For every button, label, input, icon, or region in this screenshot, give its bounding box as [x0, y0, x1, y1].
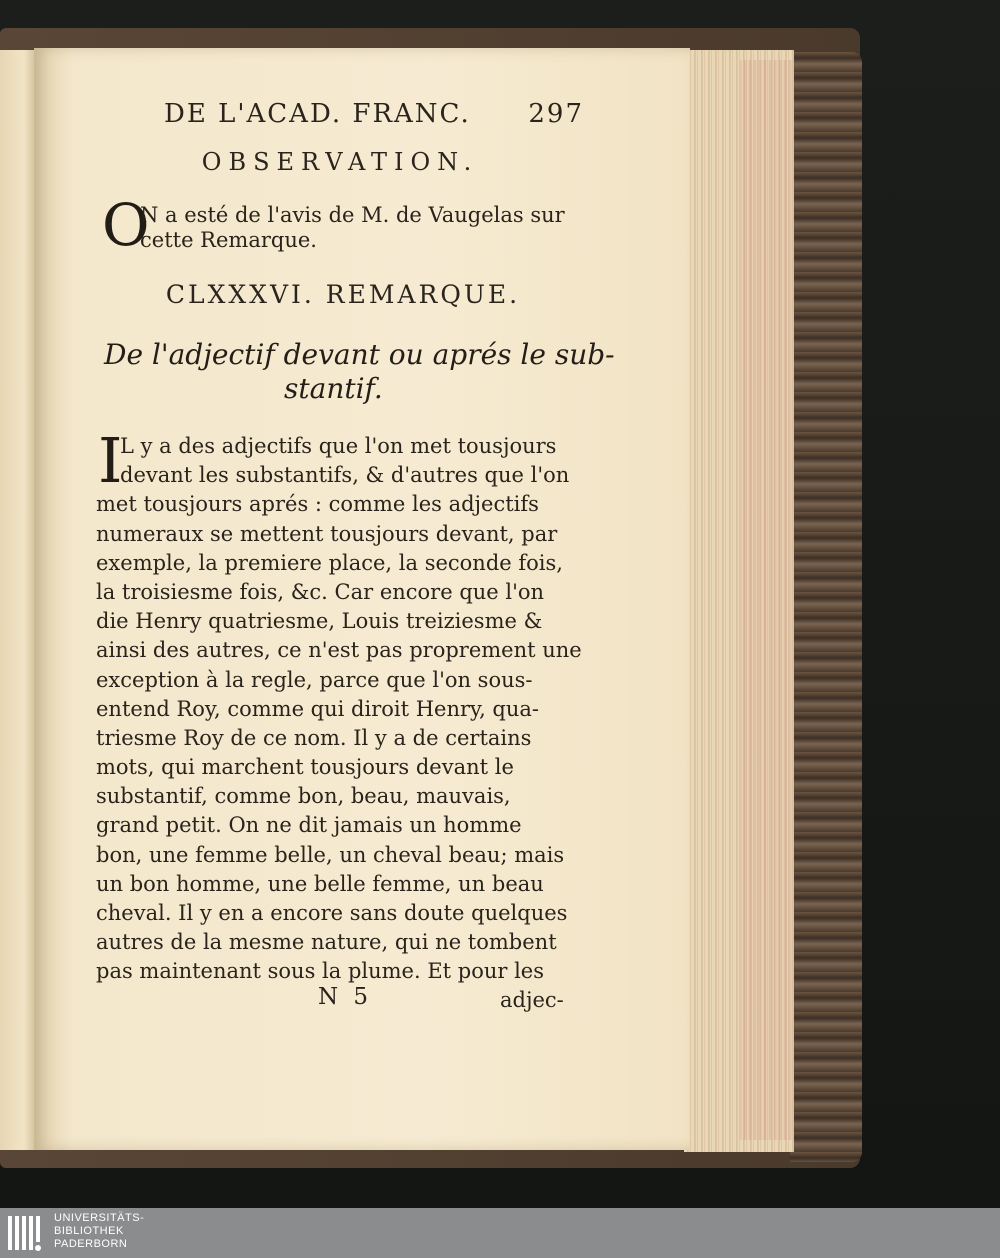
institution-name [54, 1212, 144, 1251]
body-line: bon, une femme belle, un cheval beau; mais [96, 842, 565, 867]
body-line: autres de la mesme nature, qui ne tombent [96, 930, 557, 955]
book-spine-edge [790, 52, 862, 1162]
institution-line-1: UNIVERSITÄTS- [54, 1212, 145, 1224]
body-line: grand petit. On ne dit jamais un homme [96, 813, 522, 838]
observation-line-2: cette Remarque. [140, 228, 317, 252]
body-line: mots, qui marchent tousjours devant le [96, 755, 514, 780]
body-line: devant les substantifs, & d'autres que l'on [120, 463, 570, 488]
library-logo-icon [6, 1212, 46, 1254]
observation-dropcap: O [102, 191, 150, 259]
facing-page-edge [0, 50, 34, 1150]
body-line: pas maintenant sous la plume. Et pour les [96, 959, 545, 984]
body-line: L y a des adjectifs que l'on met tousjours [120, 434, 557, 458]
remarque-subtitle-line-1: De l'adjectif devant ou aprés le sub- [104, 338, 615, 371]
body-text [96, 424, 582, 987]
remarque-subtitle-line-2: stantif. [284, 372, 383, 405]
body-line: la troisiesme fois, &c. Car encore que l'on [96, 579, 545, 604]
body-line: exception à la regle, parce que l'on sous- [96, 667, 533, 692]
body-line: entend Roy, comme qui diroit Henry, qua- [96, 696, 540, 721]
body-line: ainsi des autres, ce n'est pas proprement une [96, 638, 582, 663]
remarque-title: CLXXXVI. REMARQUE. [165, 280, 521, 309]
body-dropcap: I [98, 424, 123, 497]
institution-line-3: PADERBORN [54, 1238, 128, 1250]
institution-bar [0, 1208, 1000, 1258]
observation-line-1: N a esté de l'avis de M. de Vaugelas sur [140, 203, 565, 227]
page-block-tint [740, 60, 794, 1140]
body-line: die Henry quatriesme, Louis treiziesme & [96, 609, 543, 634]
body-line: met tousjours aprés : comme les adjectifs [96, 492, 539, 517]
body-line: exemple, la premiere place, la seconde fois, [96, 550, 563, 575]
body-line: un bon homme, une belle femme, un beau [96, 871, 544, 896]
catchword: adjec- [500, 988, 564, 1012]
running-head-title: DE L'ACAD. FRANC. [164, 99, 471, 129]
institution-line-2: BIBLIOTHEK [54, 1225, 124, 1237]
observation-title: OBSERVATION. [201, 148, 479, 176]
signature-mark: N 5 [318, 984, 373, 1010]
body-line: numeraux se mettent tousjours devant, par [96, 521, 558, 546]
body-line: cheval. Il y en a encore sans doute quelques [96, 901, 568, 925]
running-header [164, 94, 584, 134]
page-number: 297 [528, 99, 584, 129]
body-line: substantif, comme bon, beau, mauvais, [96, 784, 511, 809]
body-line: triesme Roy de ce nom. Il y a de certains [96, 725, 532, 750]
